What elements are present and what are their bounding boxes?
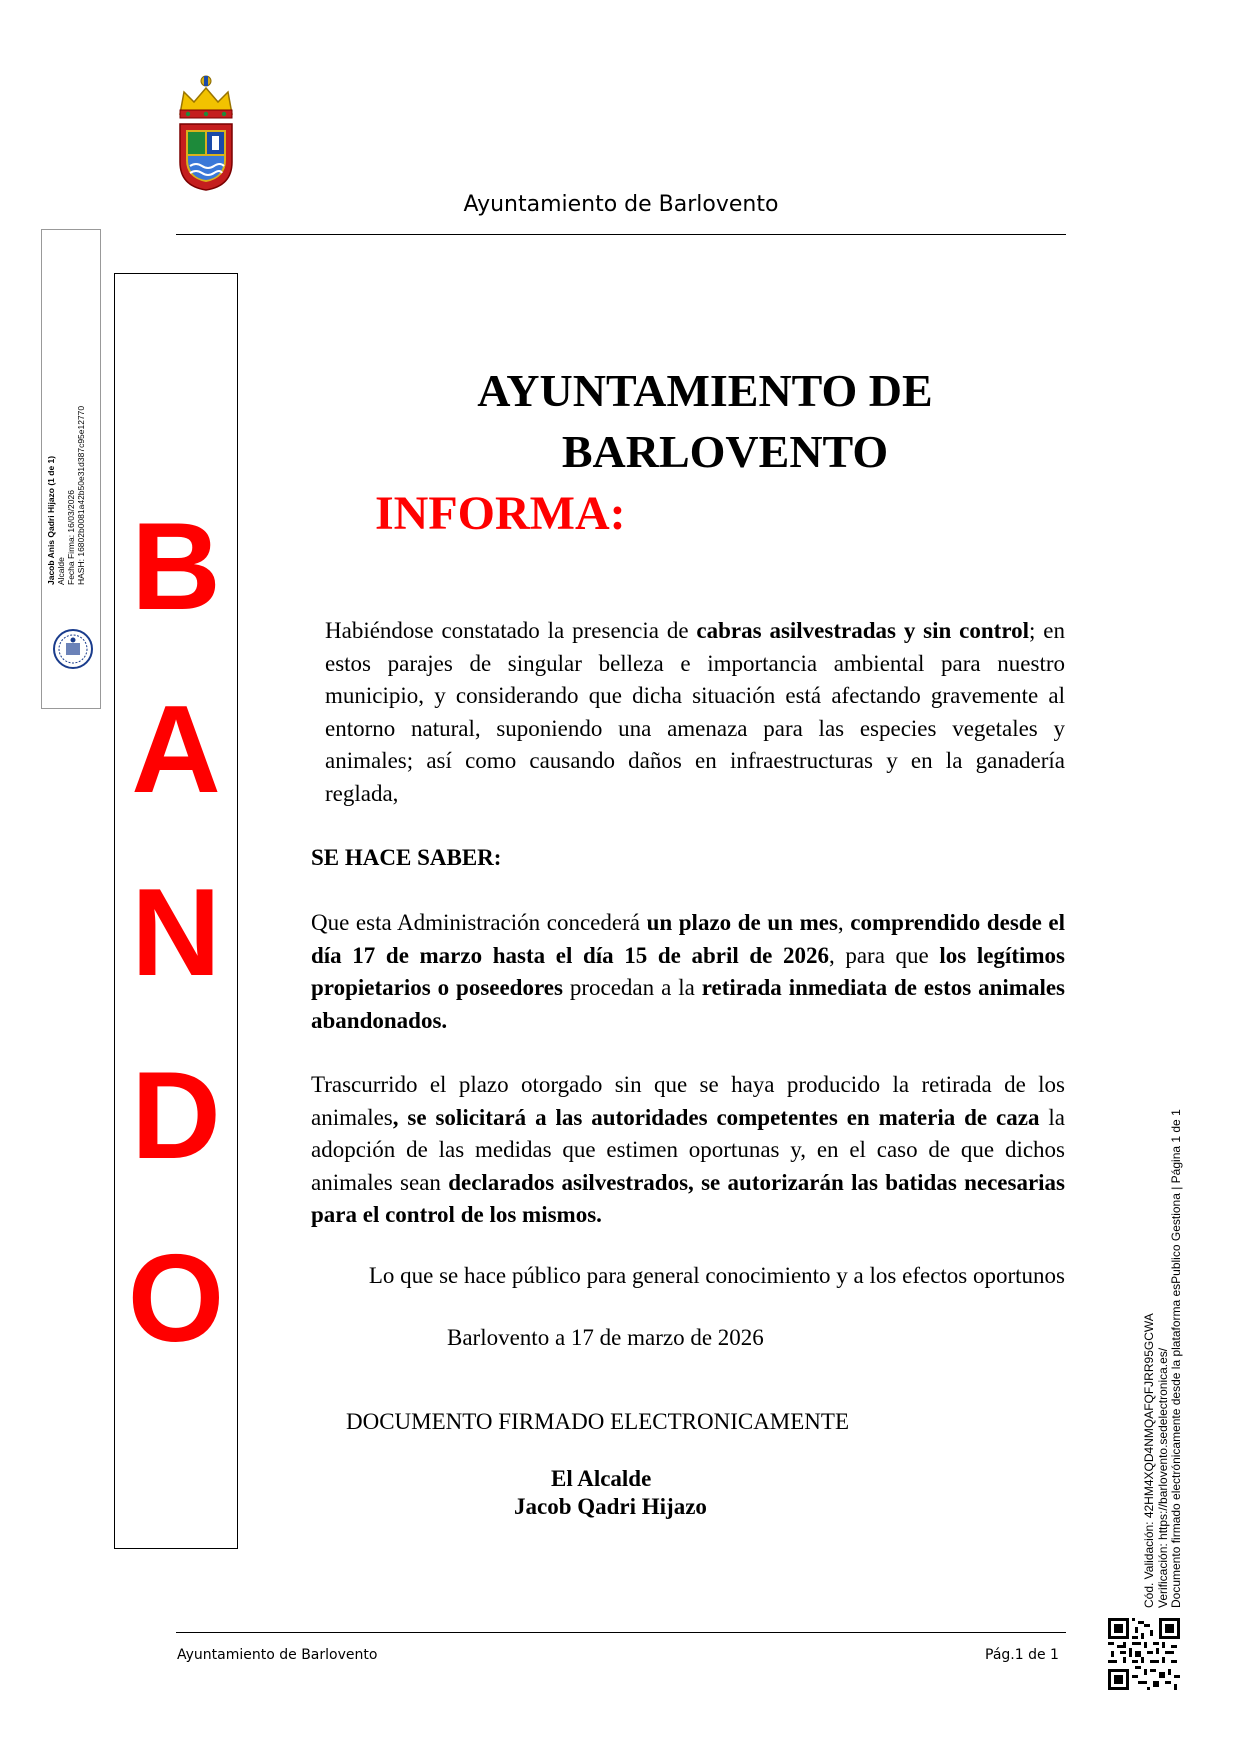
footer-divider	[176, 1632, 1066, 1633]
municipal-crest-icon	[176, 74, 236, 192]
paragraph-deadline: Que esta Administración concederá un plazo de un mes, comprendido desde el día 17 de marzo hasta el día 15 de abril de 2026, para que los legítimos propietarios o poseedores procedan a la retirada inmediata de estos animales abandonados.	[311, 910, 1066, 1033]
qr-code-icon	[1108, 1618, 1180, 1690]
se-hace-saber-heading: SE HACE SABER:	[311, 845, 502, 870]
footer-page-number: Pág.1 de 1	[985, 1647, 1059, 1663]
signer-line: Jacob Anis Qadri Hijazo (1 de 1)	[46, 455, 56, 585]
electronic-signature-line: DOCUMENTO FIRMADO ELECTRONICAMENTE	[346, 1409, 850, 1434]
title-line-2: BARLOVENTO	[561, 426, 889, 477]
signer-role-line: Alcalde	[56, 557, 66, 585]
signer-name: Jacob Qadri Hijazo	[514, 1494, 707, 1519]
seal-icon	[52, 628, 94, 670]
paragraph-consequences: Trascurrido el plazo otorgado sin que se haya producido la retirada de los animales, se solicitará a las autoridades competentes en materia de caza la adopción de las medidas que estimen oportunas y, en el caso de que dichos animales sean declarados asilvestrados, se autorizarán las batidas necesarias para el control de los mismos.	[311, 1072, 1065, 1227]
bando-letter: B	[131, 498, 221, 636]
signer-role: El Alcalde	[551, 1466, 652, 1491]
signature-date-line: Fecha Firma: 16/03/2026	[66, 490, 76, 585]
title-line-1: AYUNTAMIENTO DE	[477, 365, 933, 416]
platform-note: Documento firmado electrónicamente desde la plataforma esPublico Gestiona | Página 1 de 1	[1169, 1109, 1183, 1608]
validation-code: Cód. Validación: 42HM4XQD4NMQAFQFJRR95GCWA	[1142, 1313, 1156, 1608]
bando-letter: A	[131, 681, 221, 819]
footer-organization: Ayuntamiento de Barlovento	[177, 1647, 378, 1663]
bando-letter: O	[127, 1230, 225, 1368]
validation-details	[1143, 1088, 1184, 1608]
public-notice-line: Lo que se hace público para general conocimiento y a los efectos oportunos	[368, 1263, 1065, 1288]
signature-details	[46, 165, 86, 585]
informa-heading: INFORMA:	[375, 487, 626, 540]
signature-hash-line: HASH: 16802b0081a42b50e31d387c95e12770	[76, 405, 86, 585]
bando-letter: D	[131, 1047, 221, 1185]
header-title: Ayuntamiento de Barlovento	[463, 192, 779, 217]
header-divider	[176, 234, 1066, 235]
paragraph-intro: Habiéndose constatado la presencia de cabras asilvestradas y sin control; en estos parajes de singular belleza e importancia ambiental para nuestro municipio, y considerando que dicha situación está afectando gravemente al entorno natural, suponiendo una amenaza para las especies vegetales y animales; así como causando daños en infraestructuras y en la ganadería reglada,	[325, 618, 1065, 806]
place-date-line: Barlovento a 17 de marzo de 2026	[447, 1325, 764, 1350]
verification-url: Verificación: https://barlovento.sedelectronica.es/	[1155, 1347, 1170, 1608]
bando-letter: N	[131, 864, 221, 1002]
